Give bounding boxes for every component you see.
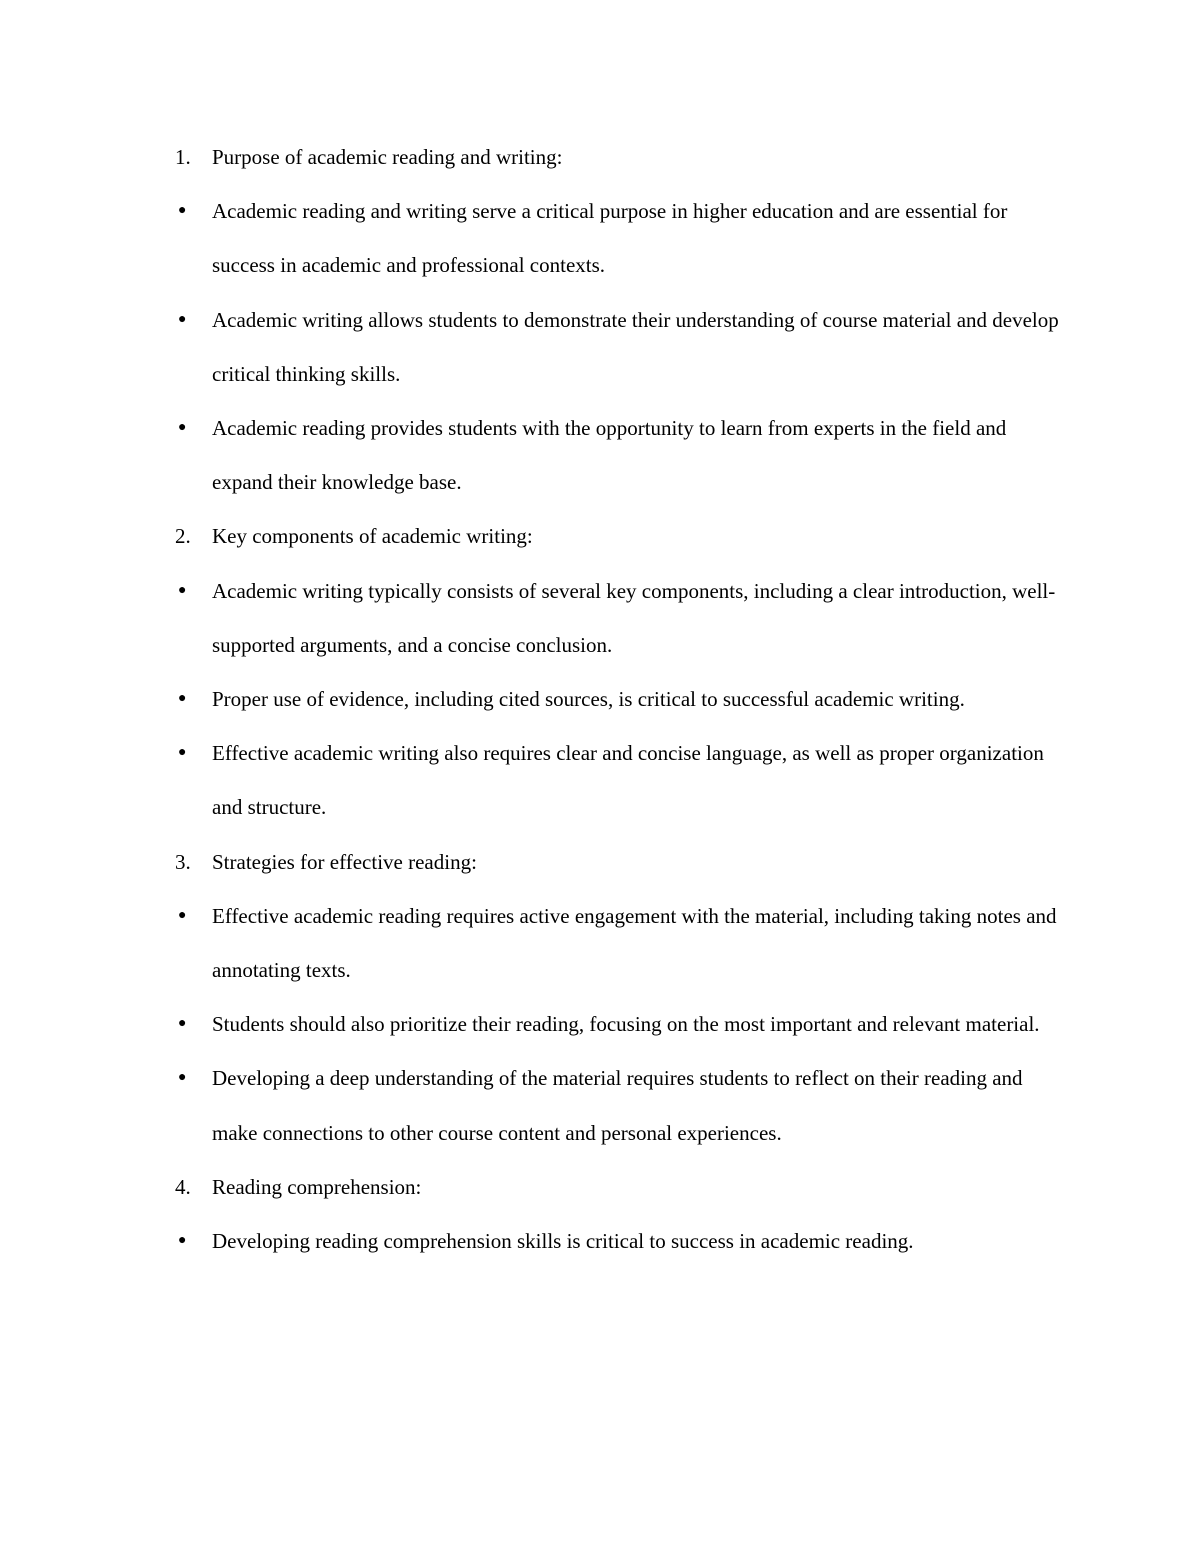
list-item (168, 293, 1068, 401)
list-number: 2. (175, 524, 191, 549)
bullet-icon: ● (178, 203, 187, 219)
list-item (168, 1051, 1068, 1159)
list-item (168, 401, 1068, 509)
list-item-text: Effective academic reading requires active engagement with the material, including taking notes and annotating texts. (212, 903, 1057, 983)
bullet-icon: ● (178, 745, 187, 761)
list-item-heading-3 (168, 835, 1068, 889)
list-number: 4. (175, 1174, 191, 1199)
list-item-heading-2 (168, 509, 1068, 563)
list-item (168, 889, 1068, 997)
list-item-text: Strategies for effective reading: (212, 849, 477, 874)
bullet-icon: ● (178, 1016, 187, 1032)
document-body (168, 130, 1068, 1268)
bullet-icon: ● (178, 907, 187, 923)
list-item-text: Academic reading and writing serve a critical purpose in higher education and are essential for success in academic and professional contexts. (212, 199, 1008, 278)
list-item (168, 184, 1068, 292)
list-item-text: Academic writing typically consists of several key components, including a clear introduction, well-supported arguments, and a concise conclusion. (212, 578, 1056, 657)
list-item-text: Students should also prioritize their reading, focusing on the most important and relevant material. (212, 1012, 1040, 1037)
bullet-icon: ● (178, 582, 187, 598)
list-item-text: Effective academic writing also requires clear and concise language, as well as proper organization and structure. (212, 741, 1044, 820)
bullet-icon: ● (178, 311, 187, 327)
bullet-icon: ● (178, 1070, 187, 1086)
list-item-text: Developing reading comprehension skills is critical to success in academic reading. (212, 1229, 914, 1254)
list-item-heading-4 (168, 1160, 1068, 1214)
bullet-icon: ● (178, 691, 187, 707)
list-item (168, 672, 1068, 726)
list-number: 1. (175, 145, 191, 169)
list-item-text: Reading comprehension: (212, 1174, 422, 1199)
bullet-icon: ● (178, 1233, 187, 1249)
list-item (168, 726, 1068, 834)
bullet-icon: ● (178, 420, 187, 436)
list-number: 3. (175, 849, 191, 874)
list-item-text: Purpose of academic reading and writing: (212, 145, 563, 169)
list-item (168, 997, 1068, 1051)
list-item-heading-1 (168, 130, 1068, 184)
list-item-text: Developing a deep understanding of the material requires students to reflect on their reading and make connections to other course content and personal experiences. (212, 1066, 1023, 1145)
list-item (168, 564, 1068, 672)
list-item-text: Academic reading provides students with the opportunity to learn from experts in the field and expand their knowledge base. (212, 416, 1007, 495)
list-item-text: Key components of academic writing: (212, 524, 533, 549)
list-item-text: Academic writing allows students to demonstrate their understanding of course material and develop critical thinking skills. (212, 307, 1059, 386)
list-item (168, 1214, 1068, 1268)
list-item-text: Proper use of evidence, including cited sources, is critical to successful academic writing. (212, 687, 965, 712)
